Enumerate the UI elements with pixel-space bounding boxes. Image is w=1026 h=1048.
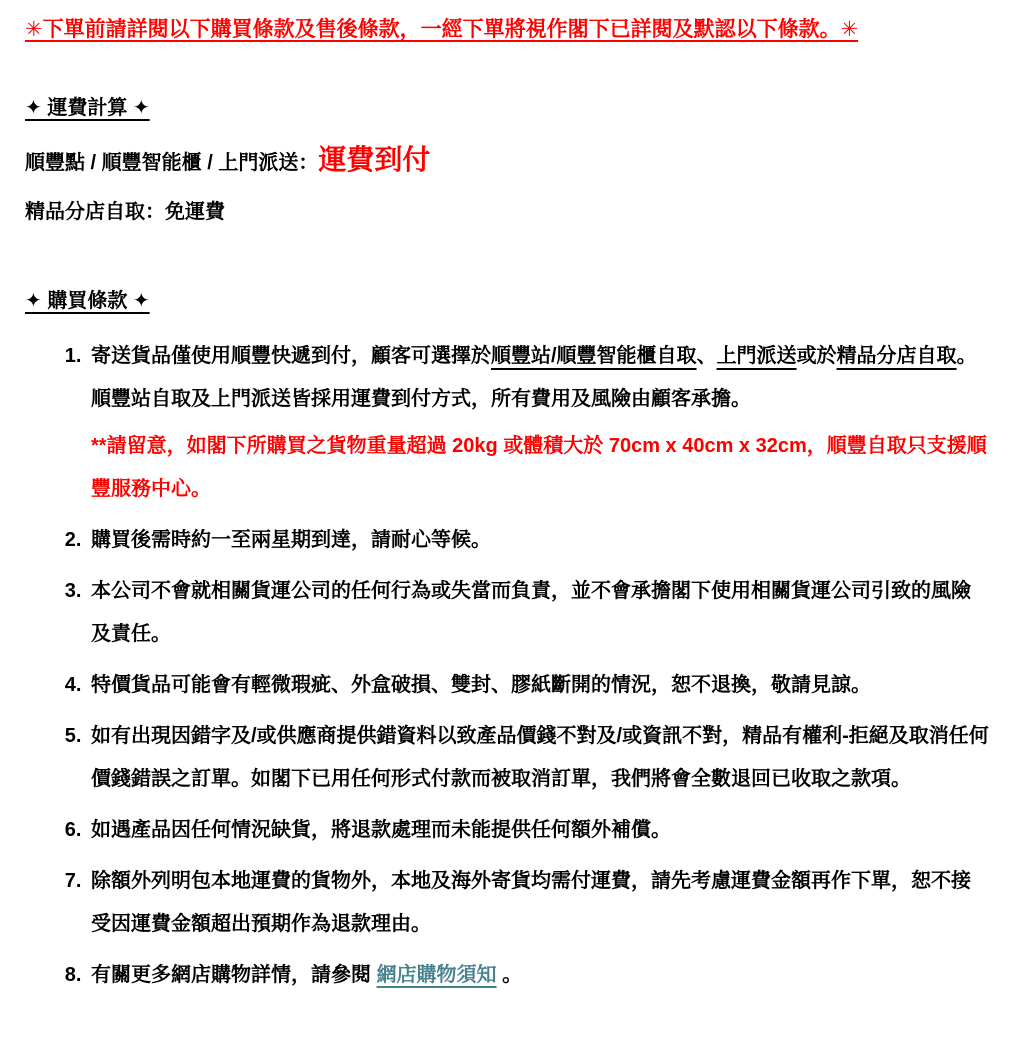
purchase-terms-heading: ✦ 購買條款 ✦ <box>25 290 150 313</box>
shipping-section-heading: ✦ 運費計算 ✦ <box>25 97 150 120</box>
terms-list <box>25 335 990 997</box>
store-pickup-line: 精品分店自取：免運費 <box>25 201 225 224</box>
text-segment: 如有出現因錯字及/或供應商提供錯資料以致產品價錢不對及/或資訊不對，精品有權利-拒絕及取消任何價錢錯誤之訂單。如閣下已用任何形式付款而被取消訂單，我們將會全數退回已收取之款項。 <box>91 725 989 791</box>
text-segment: 或於 <box>796 345 837 368</box>
terms-item-8-suffix: 。 <box>496 964 523 987</box>
terms-item-3 <box>87 570 990 656</box>
terms-item-8-text <box>91 954 990 997</box>
text-segment: 除額外列明包本地運費的貨物外，本地及海外寄貨均需付運費，請先考慮運費金額再作下單，恕不接受因運費金額超出預期作為退款理由。 <box>91 870 971 936</box>
terms-item-4-text <box>91 664 990 707</box>
terms-item-2-text <box>91 519 990 562</box>
freight-collect-value: 運費到付 <box>318 144 431 176</box>
underlined-phrase: 精品分店自取 <box>836 345 957 368</box>
pre-order-notice: ✳下單前請詳閱以下購買條款及售後條款，一經下單將視作閣下已詳閱及默認以下條款。✳ <box>25 18 859 41</box>
terms-item-5-text <box>91 715 990 801</box>
underlined-phrase: 上門派送 <box>716 345 797 368</box>
terms-item-8-prefix: 有關更多網店購物詳情，請參閱 <box>91 964 377 987</box>
text-segment: 、 <box>696 345 717 368</box>
shipping-methods-line <box>25 140 990 179</box>
text-segment: 寄送貨品僅使用順豐快遞到付，顧客可選擇於 <box>91 345 491 368</box>
terms-item-1 <box>87 335 990 511</box>
terms-item-8 <box>87 954 990 997</box>
terms-item-7 <box>87 860 990 946</box>
weight-size-warning-note: **請留意，如閣下所購買之貨物重量超過 20kg 或體積大於 70cm x 40cm x 32cm，順豐自取只支援順豐服務中心。 <box>91 435 987 501</box>
text-segment: 購買後需時約一至兩星期到達，請耐心等候。 <box>91 529 491 552</box>
text-segment: 如遇產品因任何情況缺貨，將退款處理而未能提供任何額外補償。 <box>91 819 671 842</box>
terms-item-6 <box>87 809 990 852</box>
shipping-methods-label: 順豐點 / 順豐智能櫃 / 上門派送： <box>25 152 319 175</box>
terms-item-1-text <box>91 335 990 421</box>
terms-item-3-text <box>91 570 990 656</box>
terms-item-6-text <box>91 809 990 852</box>
text-segment: 本公司不會就相關貨運公司的任何行為或失當而負責，並不會承擔閣下使用相關貨運公司引致的風險及責任。 <box>91 580 971 646</box>
terms-item-2 <box>87 519 990 562</box>
underlined-phrase: 順豐站/順豐智能櫃自取 <box>491 345 697 368</box>
terms-item-4 <box>87 664 990 707</box>
text-segment: 。順豐站自取及上門派送皆採用運費到付方式，所有費用及風險由顧客承擔。 <box>91 345 977 411</box>
store-shopping-guide-link[interactable]: 網店購物須知 <box>376 964 497 987</box>
text-segment: 特價貨品可能會有輕微瑕疵、外盒破損、雙封、膠紙斷開的情況，恕不退換，敬請見諒。 <box>91 674 871 697</box>
terms-item-5 <box>87 715 990 801</box>
terms-item-7-text <box>91 860 990 946</box>
